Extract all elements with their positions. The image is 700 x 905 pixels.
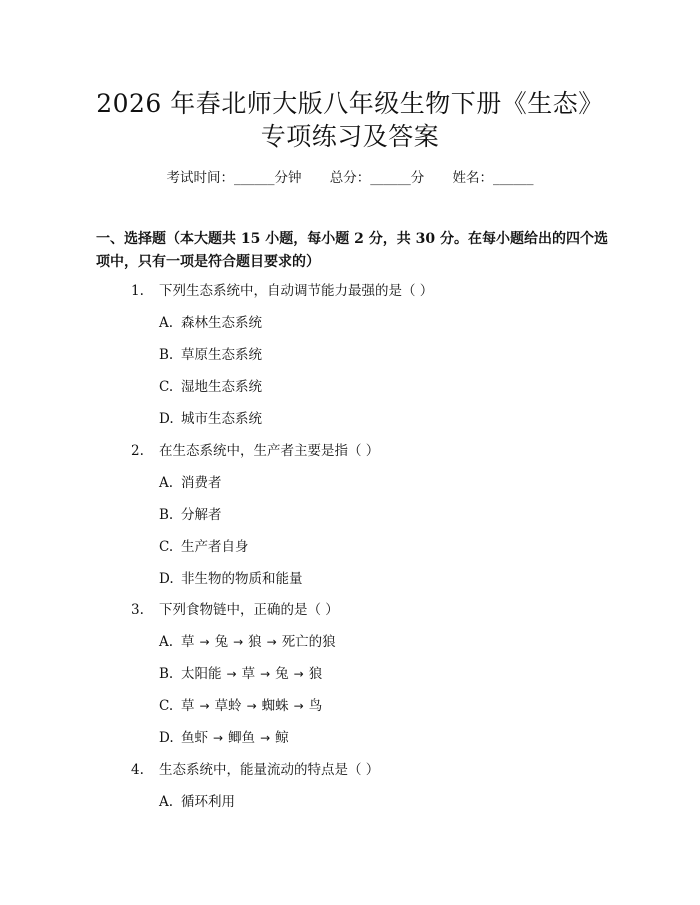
- food-chain-organism: 草蛉: [214, 698, 242, 714]
- question-text: 下列生态系统中，自动调节能力最强的是（ ）: [159, 283, 434, 299]
- question-4: [131, 760, 379, 780]
- total-score-field: 总分：______分: [329, 170, 425, 186]
- right-arrow-icon: →: [260, 667, 271, 681]
- question-3-option-b: [159, 664, 322, 684]
- question-2-option-a: [159, 473, 222, 493]
- question-2-option-c: [159, 537, 249, 557]
- question-2: [131, 441, 379, 461]
- question-3-option-d: [159, 728, 289, 748]
- question-1-option-a: [159, 313, 262, 333]
- option-text: 消费者: [181, 475, 222, 491]
- option-text: 城市生态系统: [181, 411, 262, 427]
- right-arrow-icon: →: [213, 731, 224, 745]
- question-text: 生态系统中，能量流动的特点是（ ）: [159, 762, 380, 778]
- option-letter: A.: [159, 315, 174, 331]
- question-1-option-d: [159, 409, 262, 429]
- right-arrow-icon: →: [226, 667, 237, 681]
- option-text: 湿地生态系统: [181, 379, 262, 395]
- option-text: 分解者: [181, 507, 222, 523]
- right-arrow-icon: →: [293, 699, 304, 713]
- right-arrow-icon: →: [266, 635, 277, 649]
- food-chain-organism: 鲸: [275, 730, 289, 746]
- food-chain-organism: 死亡的狼: [281, 634, 336, 650]
- option-text: 循环利用: [181, 794, 235, 810]
- question-3: [131, 600, 339, 620]
- right-arrow-icon: →: [233, 635, 244, 649]
- food-chain-organism: 兔: [214, 634, 229, 650]
- right-arrow-icon: →: [199, 635, 210, 649]
- food-chain-organism: 兔: [275, 666, 289, 682]
- option-text: 非生物的物质和能量: [181, 571, 303, 587]
- question-text: 在生态系统中，生产者主要是指（ ）: [159, 443, 380, 459]
- right-arrow-icon: →: [293, 667, 304, 681]
- food-chain-organism: 草: [181, 634, 195, 650]
- exam-time-field: 考试时间：______分钟: [166, 170, 302, 186]
- option-letter: D.: [159, 411, 174, 427]
- question-2-option-d: [159, 569, 303, 589]
- right-arrow-icon: →: [246, 699, 257, 713]
- right-arrow-icon: →: [199, 699, 210, 713]
- question-4-option-a: [159, 792, 235, 812]
- food-chain-organism: 鱼虾: [181, 730, 208, 746]
- question-number: 1.: [131, 283, 144, 299]
- food-chain: [181, 666, 322, 682]
- question-number: 4.: [131, 762, 144, 778]
- option-letter: D.: [159, 571, 174, 587]
- question-1-option-b: [159, 345, 262, 365]
- food-chain-organism: 狼: [248, 634, 262, 650]
- option-letter: D.: [159, 730, 174, 746]
- food-chain: [181, 634, 336, 650]
- section-heading: 一、选择题（本大题共 15 小题，每小题 2 分，共 30 分。在每小题给出的四个选项中，只有一项是符合题目要求的）: [96, 231, 608, 270]
- question-3-option-c: [159, 696, 322, 716]
- exam-info: [0, 168, 700, 188]
- food-chain-organism: 草: [241, 666, 256, 682]
- option-text: 生产者自身: [181, 539, 249, 555]
- option-letter: C.: [159, 379, 174, 395]
- food-chain: [181, 730, 289, 746]
- food-chain-organism: 鸟: [308, 698, 323, 714]
- option-letter: A.: [159, 634, 174, 650]
- option-letter: B.: [159, 507, 174, 523]
- option-letter: B.: [159, 666, 174, 682]
- document-title-line-2: 专项练习及答案: [260, 122, 440, 151]
- option-letter: C.: [159, 698, 174, 714]
- food-chain-organism: 蜘蛛: [261, 698, 289, 714]
- question-2-option-b: [159, 505, 222, 525]
- right-arrow-icon: →: [260, 731, 271, 745]
- question-3-option-a: [159, 632, 336, 652]
- option-text: 草原生态系统: [181, 347, 262, 363]
- question-number: 2.: [131, 443, 144, 459]
- food-chain-organism: 太阳能: [181, 666, 222, 682]
- food-chain: [181, 698, 322, 714]
- option-text: 森林生态系统: [181, 315, 262, 331]
- option-letter: B.: [159, 347, 174, 363]
- food-chain-organism: 狼: [308, 666, 323, 682]
- food-chain-organism: 草: [181, 698, 195, 714]
- food-chain-organism: 鲫鱼: [228, 730, 256, 746]
- option-letter: C.: [159, 539, 174, 555]
- question-1: [131, 281, 433, 301]
- question-text: 下列食物链中，正确的是（ ）: [159, 602, 339, 618]
- document-title-line-1: 2026 年春北师大版八年级生物下册《生态》: [96, 89, 604, 118]
- option-letter: A.: [159, 475, 174, 491]
- student-name-field: 姓名：______: [452, 170, 534, 186]
- question-1-option-c: [159, 377, 262, 397]
- option-letter: A.: [159, 794, 174, 810]
- question-number: 3.: [131, 602, 144, 618]
